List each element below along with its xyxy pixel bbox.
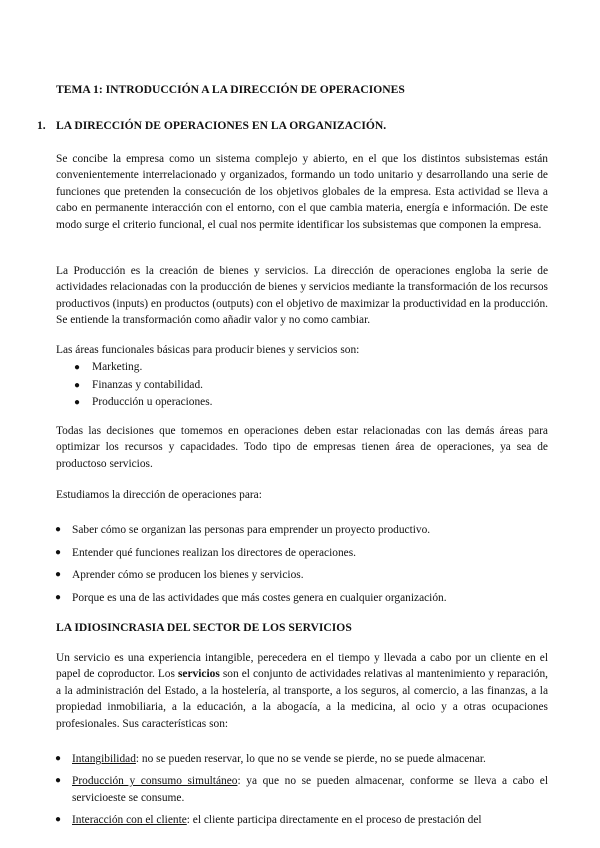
section2-heading: LA IDIOSINCRASIA DEL SECTOR DE LOS SERVICIOS (56, 621, 352, 634)
section1-paragraph-2: La Producción es la creación de bienes y servicios. La dirección de operaciones engloba la serie de actividades relacionadas con la producción de bienes y servicios mediante la transformación de los recursos productivos (inputs) en productos (outputs) con el objetivo de maximizar la productividad en la producción. Se entiende la transformación como añadir valor y no como cambiar. (56, 265, 548, 327)
section1-heading (37, 118, 548, 134)
list-item: ● Finanzas y contabilidad. (92, 377, 532, 395)
bullet-icon: ● (55, 814, 62, 826)
bullet-icon: ● (55, 753, 62, 764)
list-item: ● Intangibilidad: no se pueden reservar, lo que no se vende se pierde, no se puede almacenar. (72, 751, 548, 767)
list-item: ● Interacción con el cliente: el cliente participa directamente en el proceso de prestación del (72, 812, 548, 828)
functional-areas-list (74, 359, 532, 412)
list-item: ● Entender qué funciones realizan los directores de operaciones. (72, 542, 548, 565)
list-item: ● Aprender cómo se producen los bienes y servicios. (72, 564, 548, 587)
section1-heading-text: LA DIRECCIÓN DE OPERACIONES EN LA ORGANIZACIÓN. (56, 119, 387, 132)
section1-paragraph-3: Las áreas funcionales básicas para producir bienes y servicios son: (56, 344, 360, 356)
section2-paragraph-1: Un servicio es una experiencia intangible, perecedera en el tiempo y llevada a cabo por un cliente en el papel de coproductor. Los servicios son el conjunto de actividades relativas al mantenimiento y reparación, a la administración del Estado, a la hostelería, al transporte, a los seguros, al comercio, a las finanzas, a la propiedad inmobiliaria, a la educación, a la abogacía, a la medicina, al ocio y a otras ocupaciones profesionales. Sus características son: (56, 652, 548, 730)
document-title: TEMA 1: INTRODUCCIÓN A LA DIRECCIÓN DE OPERACIONES (56, 83, 405, 96)
list-item: ● Saber cómo se organizan las personas para emprender un proyecto productivo. (72, 519, 548, 542)
bullet-icon: ● (74, 397, 81, 408)
section1-paragraph-5: Estudiamos la dirección de operaciones para: (56, 489, 262, 501)
list-item: ● Porque es una de las actividades que más costes genera en cualquier organización. (72, 587, 548, 610)
list-item: ● Producción u operaciones. (92, 394, 532, 412)
bullet-icon: ● (55, 546, 62, 558)
list-item: ● Marketing. (92, 359, 532, 377)
characteristics-list (55, 751, 548, 829)
bullet-icon: ● (55, 569, 62, 581)
reasons-list (55, 519, 548, 609)
section1-paragraph-4: Todas las decisiones que tomemos en operaciones deben estar relacionadas con las demás áreas para optimizar los recursos y capacidades. Todo tipo de empresas tienen área de operaciones, ya sea de productoso servicios. (56, 425, 548, 470)
bullet-icon: ● (55, 524, 62, 535)
bullet-icon: ● (55, 591, 62, 603)
list-item: ● Producción y consumo simultáneo: ya que no se pueden almacenar, conforme se lleva a cabo el servicioeste se consume. (55, 775, 548, 804)
servicios-term: servicios (178, 668, 220, 681)
bullet-icon: ● (74, 379, 81, 391)
section1-number: 1. (37, 119, 46, 132)
bullet-icon: ● (55, 775, 62, 787)
bullet-icon: ● (74, 362, 81, 373)
section1-paragraph-1: Se concibe la empresa como un sistema complejo y abierto, en el que los distintos subsistemas están convenientemente interrelacionado y organizados, formando un todo unitario y desarrollando una serie de funciones que pretenden la consecución de los objetivos globales de la empresa. Esta actividad se lleva a cabo en permanente interacción con el entorno, con el que cambia materia, energía e información. De este modo surge el criterio funcional, el cual nos permite identificar los subsistemas que componen la empresa. (56, 153, 548, 231)
